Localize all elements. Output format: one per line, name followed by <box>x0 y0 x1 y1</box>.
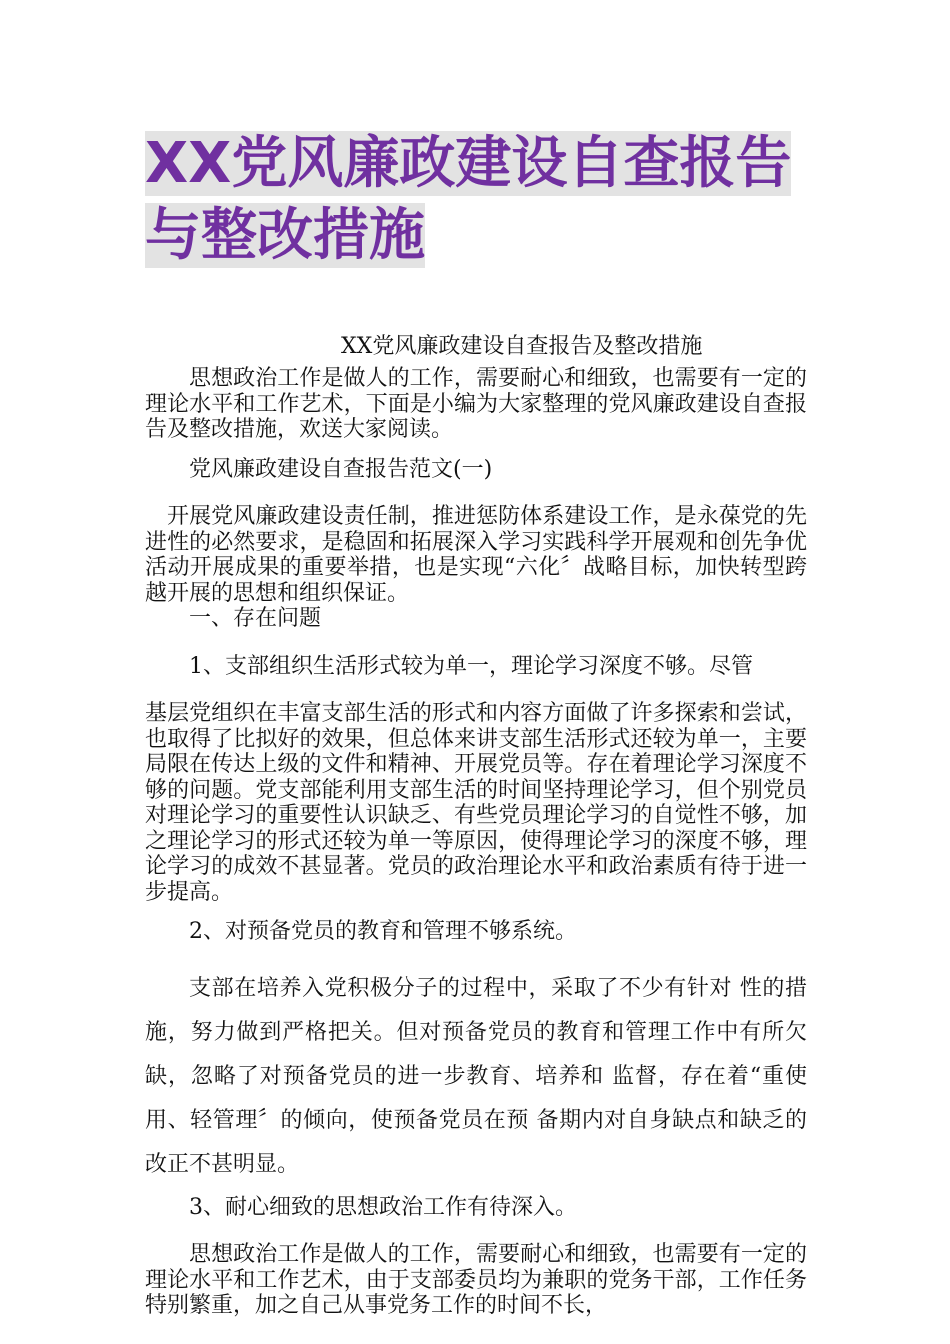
section-heading-sample: 党风廉政建设自查报告范文(一) <box>189 456 493 482</box>
problem-2-heading: 2、对预备党员的教育和管理不够系统。 <box>189 919 577 944</box>
document-body <box>145 330 807 1319</box>
document-subtitle: XX党风廉政建设自查报告及整改措施 <box>341 334 703 359</box>
problem-3-heading: 3、耐心细致的思想政治工作有待深入。 <box>189 1194 577 1220</box>
problem-3-body: 思想政治工作是做人的工作，需要耐心和细致，也需要有一定的理论水平和工作艺术，由于支部委员均为兼职的党务干部，工作任务特别繁重，加之自己从事党务工作的时间不长， <box>145 1242 807 1318</box>
intro-paragraph: 思想政治工作是做人的工作，需要耐心和细致，也需要有一定的理论水平和工作艺术，下面是小编为大家整理的党风廉政建设自查报告及整改措施，欢送大家阅读。 <box>145 366 807 442</box>
problem-1-heading: 1、支部组织生活形式较为单一，理论学习深度不够。尽管 <box>189 653 753 679</box>
problem-2-body: 支部在培养入党积极分子的过程中，采取了不少有针对 性的措施，努力做到严格把关。但对预备党员的教育和管理工作中有所欠缺，忽略了对预备党员的进一步教育、培养和 监督，存在着“重使用、轻管理〞的倾向，使预备党员在预 备期内对自身缺点和缺乏的改正不甚明显。 <box>145 975 807 1177</box>
section-heading-problems: 一、存在问题 <box>189 606 322 631</box>
paragraph-responsibility: 开展党风廉政建设责任制，推进惩防体系建设工作，是永葆党的先进性的必然要求，是稳固和拓展深入学习实践科学开展观和创先争优活动开展成果的重要举措，也是实现“六化〞战略目标，加快转型跨越开展的思想和组织保证。 <box>145 504 807 606</box>
document-title <box>145 128 810 272</box>
document-title-text: XX党风廉政建设自查报告与整改措施 <box>145 131 792 268</box>
problem-1-body: 基层党组织在丰富支部生活的形式和内容方面做了许多探索和尝试，也取得了比拟好的效果，但总体来讲支部生活形式还较为单一，主要局限在传达上级的文件和精神、开展党员等。存在着理论学习深度不够的问题。党支部能利用支部生活的时间坚持理论学习，但个别党员对理论学习的重要性认识缺乏、有些党员理论学习的自觉性不够，加之理论学习的形式还较为单一等原因，使得理论学习的深度不够，理论学习的成效不甚显著。党员的政治理论水平和政治素质有待于进一步提高。 <box>145 701 807 905</box>
